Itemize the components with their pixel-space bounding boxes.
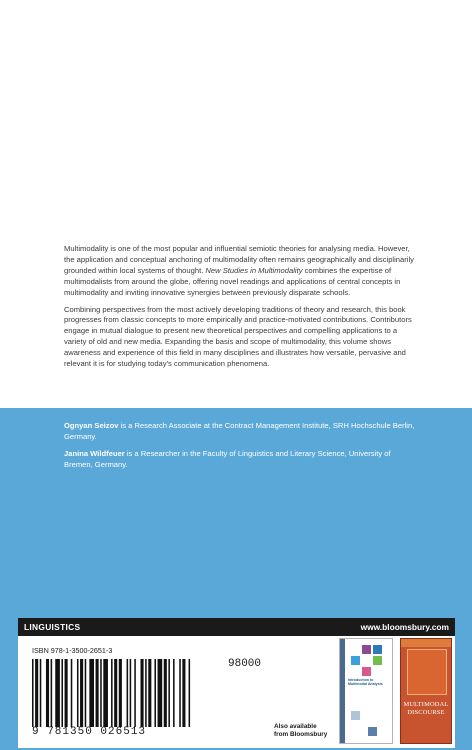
cover-square-icon (373, 645, 382, 654)
ean-digits: 9 781350 026513 (32, 726, 147, 738)
barcode-bar (168, 659, 170, 727)
barcode-bar (103, 659, 108, 727)
barcode-bar (89, 659, 94, 727)
barcode-bar (148, 659, 151, 727)
description-paragraph-2: Combining perspectives from the most actively developing traditions of theory and research, this book progresses from classic concepts to more empirically and practice-motivated contributions. Contributors engage in mutual dialogue to present new theoretical perspectives and compelling applications to a variety of old and new media. Expanding the basis and scope of multimodality, this volume shows awareness and experience of this field in many disciplines and illustrates how versatile, pervasive and relevant it is for studying today's communication phenomena. (64, 304, 412, 369)
description-paragraph-1 (64, 244, 416, 299)
barcode-bar (71, 659, 73, 727)
cover-square-icon (351, 711, 360, 720)
barcode-bar (40, 659, 42, 727)
author-text-2: is a Researcher in the Faculty of Linguistics and Literary Science, University of Bremen, Germany. (64, 448, 391, 469)
blue-panel (0, 408, 472, 750)
cover-square-icon (362, 667, 371, 676)
barcode-bar (100, 659, 102, 727)
cover-square-icon (368, 727, 377, 736)
cover-square-icon (373, 656, 382, 665)
barcode-bar (55, 659, 60, 727)
barcode-bar (134, 659, 136, 727)
related-book-2-cover[interactable] (400, 638, 452, 744)
barcode-bar (189, 659, 191, 727)
cover-square-icon (362, 645, 371, 654)
barcode-bar (51, 659, 53, 727)
barcode-bar (46, 659, 49, 727)
barcode-bar (130, 659, 132, 727)
barcode-bar (173, 659, 175, 727)
barcode-bar (127, 659, 129, 727)
series-title: New Studies in Multimodality (205, 265, 303, 275)
barcode-bar (154, 659, 156, 727)
barcode-bar (65, 659, 68, 727)
barcode-bar (179, 659, 181, 727)
publisher-website[interactable]: www.bloomsbury.com (360, 622, 449, 632)
barcode-bar (119, 659, 122, 727)
related-book-2-title-line-2: DISCOURSE (407, 709, 445, 716)
cover-art-image (407, 649, 447, 695)
cover-square-icon (351, 656, 360, 665)
barcode-bar (35, 659, 38, 727)
related-book-1-title: Introduction to Multimodal Analysis (348, 678, 383, 687)
book-spine-stripe (340, 639, 345, 743)
author-name-2: Janina Wildfeuer (64, 448, 125, 458)
barcode-bar (164, 659, 167, 727)
book-header-band (401, 639, 451, 647)
book-description (64, 244, 416, 376)
barcode-bar (77, 659, 79, 727)
author-bio-2 (64, 449, 416, 471)
barcode-bar (96, 659, 99, 727)
price-code: 98000 (228, 658, 262, 670)
author-bios (64, 421, 416, 477)
barcode-bar (114, 659, 117, 727)
also-available-label (274, 723, 327, 739)
subject-label: LINGUISTICS (24, 622, 81, 632)
author-name-1: Ognyan Seizov (64, 421, 119, 430)
barcode-bar (32, 659, 34, 727)
also-available-line-2: from Bloomsbury (274, 731, 328, 738)
description-p1-end: combines the expertise of multimodalists from around the globe, offering novel readings and applications of central concepts in multimodality and inviting innovative synergies between previously disparate schools. (64, 265, 401, 297)
barcode-bar (61, 659, 63, 727)
author-text-1: is a Research Associate at the Contract Management Institute, SRH Hochschule Berlin, Germany. (64, 421, 415, 441)
isbn-label: ISBN 978-1-3500-2651-3 (32, 646, 113, 655)
barcode-bar (111, 659, 113, 727)
barcode-bar (80, 659, 83, 727)
barcode-bar (158, 659, 163, 727)
barcode-bar (141, 659, 144, 727)
author-bio-1 (64, 421, 416, 443)
also-available-line-1: Also available (274, 723, 317, 730)
barcode-bar (85, 659, 87, 727)
related-book-1-cover[interactable] (339, 638, 393, 744)
subject-bar (18, 618, 455, 636)
barcode-panel (18, 618, 455, 748)
barcode-bar (182, 659, 185, 727)
related-book-2-title-line-1: MULTIMODAL (403, 701, 449, 708)
barcode-bar (145, 659, 147, 727)
description-p1-start: Multimodality is one of the most popular and influential semiotic theories for analysing media. However, the application and conceptual anchoring of multimodality often remains geographically and disciplinarily grounded within local systems of thought. (64, 244, 414, 275)
